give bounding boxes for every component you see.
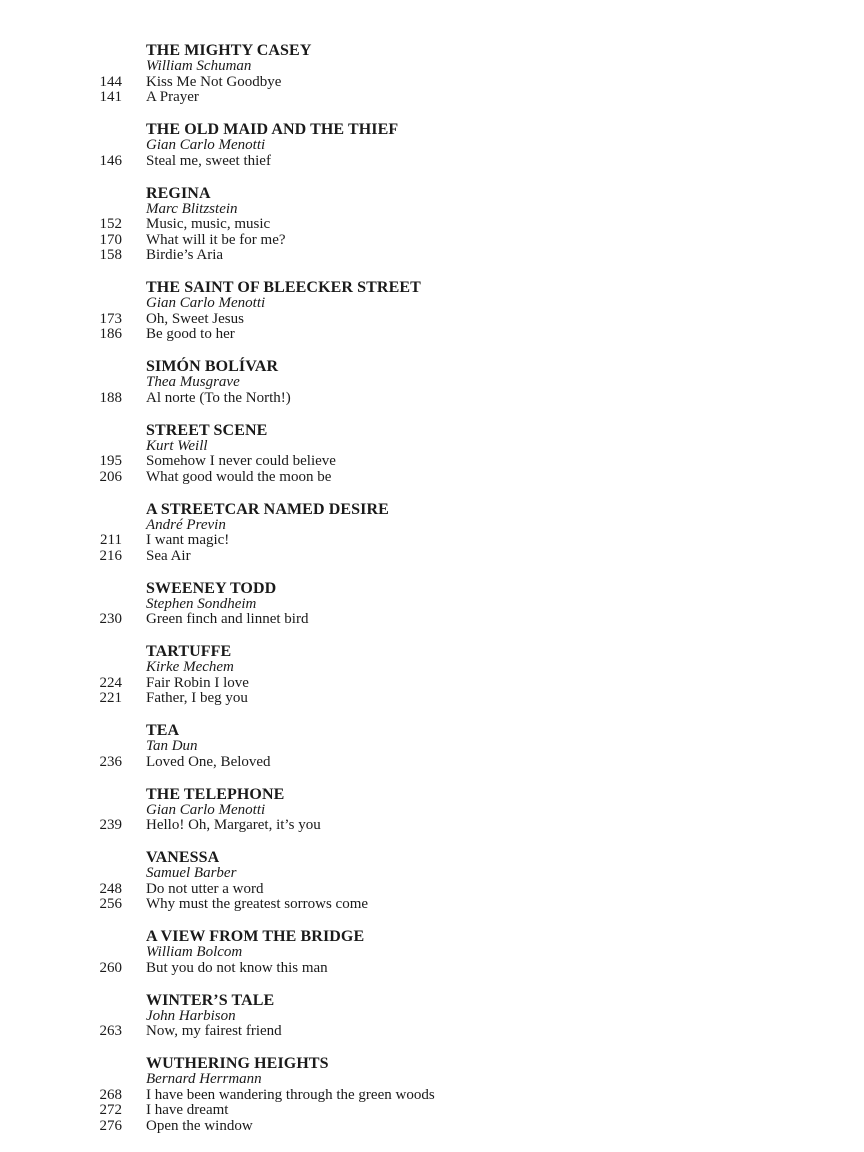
- opera-title: THE MIGHTY CASEY: [146, 42, 312, 59]
- aria-title: Be good to her: [146, 326, 235, 342]
- aria-title: Why must the greatest sorrows come: [146, 896, 369, 912]
- composer-name: William Schuman: [146, 58, 252, 74]
- opera-title: TARTUFFE: [146, 643, 232, 660]
- composer-name: Marc Blitzstein: [146, 200, 238, 217]
- aria-title: Do not utter a word: [146, 880, 264, 897]
- aria-row: [0, 233, 864, 249]
- aria-title: A Prayer: [146, 89, 199, 105]
- aria-row: [0, 549, 864, 565]
- aria-row: [0, 691, 864, 707]
- page-number: 268: [99, 1086, 122, 1103]
- opera-title: WUTHERING HEIGHTS: [146, 1055, 329, 1072]
- page-number: 173: [99, 310, 122, 327]
- aria-row: [0, 470, 864, 486]
- page-number: 260: [99, 959, 122, 976]
- composer-name: Thea Musgrave: [146, 374, 240, 390]
- page-number: 188: [99, 389, 122, 406]
- aria-title: Open the window: [146, 1117, 253, 1134]
- opera-entry: [0, 42, 864, 106]
- opera-entry: [0, 849, 864, 913]
- composer-name: Gian Carlo Menotti: [146, 137, 266, 153]
- aria-title: Green finch and linnet bird: [146, 611, 309, 627]
- aria-row: [0, 897, 864, 913]
- aria-row: [0, 533, 864, 549]
- opera-entry: [0, 580, 864, 628]
- aria-title: Kiss Me Not Goodbye: [146, 73, 282, 90]
- opera-entry: [0, 501, 864, 565]
- composer-name: Gian Carlo Menotti: [146, 295, 266, 311]
- aria-title: Oh, Sweet Jesus: [146, 310, 244, 327]
- aria-row: [0, 454, 864, 470]
- opera-title: SWEENEY TODD: [146, 579, 277, 597]
- opera-entry: [0, 358, 864, 406]
- aria-row: [0, 818, 864, 834]
- opera-title: WINTER’S TALE: [146, 991, 275, 1009]
- composer-name: Gian Carlo Menotti: [146, 801, 266, 818]
- aria-title: Al norte (To the North!): [146, 389, 291, 406]
- aria-row: [0, 90, 864, 106]
- aria-row: [0, 1103, 864, 1119]
- aria-row: [0, 676, 864, 692]
- aria-row: [0, 248, 864, 264]
- opera-entry: [0, 422, 864, 486]
- aria-row: [0, 961, 864, 977]
- aria-row: [0, 1119, 864, 1135]
- opera-entry: [0, 279, 864, 343]
- opera-title: REGINA: [146, 184, 211, 202]
- aria-title: What good would the moon be: [146, 468, 332, 485]
- opera-title: A VIEW FROM THE BRIDGE: [146, 928, 365, 945]
- page-number: 236: [99, 753, 122, 770]
- opera-title: THE TELEPHONE: [146, 785, 285, 803]
- page-number: 152: [99, 216, 122, 232]
- opera-entry: [0, 786, 864, 834]
- aria-title: Birdie’s Aria: [146, 247, 224, 263]
- aria-row: [0, 217, 864, 233]
- aria-title: Sea Air: [146, 547, 191, 564]
- page-number: 216: [99, 547, 122, 564]
- aria-title: Now, my fairest friend: [146, 1023, 282, 1039]
- aria-title: Father, I beg you: [146, 690, 248, 706]
- page-number: 230: [99, 611, 122, 627]
- opera-entry: [0, 1055, 864, 1134]
- aria-row: [0, 755, 864, 771]
- aria-row: [0, 1088, 864, 1104]
- page-number: 158: [99, 247, 122, 263]
- composer-name: Bernard Herrmann: [146, 1071, 262, 1087]
- aria-title: Fair Robin I love: [146, 674, 249, 691]
- page-number: 146: [99, 152, 122, 169]
- page-number: 144: [99, 73, 122, 90]
- composer-name: John Harbison: [146, 1007, 236, 1024]
- aria-row: [0, 391, 864, 407]
- opera-entry: [0, 121, 864, 169]
- opera-entry: [0, 928, 864, 976]
- opera-entry: [0, 722, 864, 770]
- opera-title: THE OLD MAID AND THE THIEF: [146, 121, 399, 138]
- composer-name: William Bolcom: [146, 944, 243, 960]
- aria-title: I have been wandering through the green woods: [146, 1086, 435, 1103]
- opera-title: VANESSA: [146, 849, 220, 866]
- aria-row: [0, 75, 864, 91]
- composer-name: Kirke Mechem: [146, 659, 234, 675]
- page-number: 239: [99, 817, 122, 833]
- composer-name: Samuel Barber: [146, 865, 237, 881]
- opera-entry: [0, 992, 864, 1040]
- opera-entry: [0, 643, 864, 707]
- opera-title: THE SAINT OF BLEECKER STREET: [146, 279, 421, 296]
- page-number: 206: [99, 468, 122, 485]
- composer-name: André Previn: [146, 516, 226, 533]
- page-number: 272: [99, 1102, 122, 1118]
- page-number: 224: [99, 674, 122, 691]
- aria-title: Steal me, sweet thief: [146, 152, 271, 169]
- page-number: 170: [99, 231, 122, 248]
- aria-row: [0, 327, 864, 343]
- table-of-contents: [0, 42, 864, 1150]
- page-number: 141: [99, 89, 122, 105]
- aria-row: [0, 154, 864, 170]
- aria-title: Hello! Oh, Margaret, it’s you: [146, 817, 321, 833]
- page-number: 186: [99, 326, 122, 342]
- page-number: 248: [99, 880, 122, 897]
- aria-title: Somehow I never could believe: [146, 453, 336, 469]
- opera-title: A STREETCAR NAMED DESIRE: [146, 500, 389, 518]
- composer-name: Tan Dun: [146, 738, 198, 754]
- page-number: 211: [100, 532, 122, 548]
- aria-row: [0, 1024, 864, 1040]
- opera-title: TEA: [146, 722, 180, 739]
- page-number: 221: [99, 690, 122, 706]
- page-number: 195: [99, 453, 122, 469]
- aria-title: What will it be for me?: [146, 231, 286, 248]
- page-number: 263: [99, 1023, 122, 1039]
- composer-name: Stephen Sondheim: [146, 595, 257, 612]
- aria-row: [0, 612, 864, 628]
- aria-row: [0, 882, 864, 898]
- aria-title: I want magic!: [146, 532, 230, 548]
- aria-title: But you do not know this man: [146, 959, 328, 976]
- composer-name: Kurt Weill: [146, 437, 208, 454]
- page-number: 276: [99, 1117, 122, 1134]
- opera-title: SIMÓN BOLÍVAR: [146, 358, 279, 375]
- aria-title: I have dreamt: [146, 1102, 229, 1118]
- aria-row: [0, 312, 864, 328]
- opera-entry: [0, 185, 864, 264]
- opera-title: STREET SCENE: [146, 421, 268, 439]
- aria-title: Music, music, music: [146, 216, 271, 232]
- page-number: 256: [99, 896, 122, 912]
- aria-title: Loved One, Beloved: [146, 753, 271, 770]
